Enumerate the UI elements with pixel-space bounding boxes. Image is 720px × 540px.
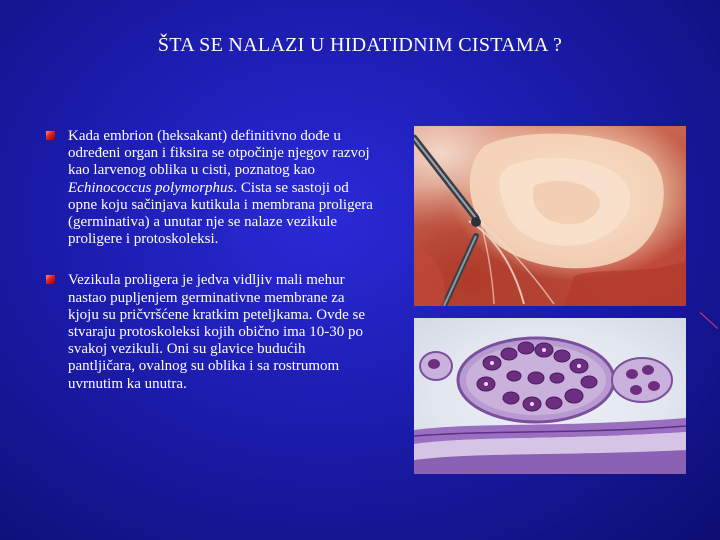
bullet-item — [46, 128, 376, 248]
bullet-text-italic: Echinococcus polymorphus — [68, 179, 234, 196]
bullet-text-part: Vezikula proligera je jedva vidljiv mali mehur nastao pupljenjem germinativne membrane za kjoju su pričvršćene kratkim peteljkama. Ovde se stvaraju protoskoleksi kojih obično ima 10-30 po svakoj vezikuli. Oni su glavice budućih pantljičara, ovalnog su oblika i sa rostrumom uvrnutim ka unutra. — [68, 272, 365, 392]
bullet-list — [46, 128, 376, 393]
brood-capsule-micrograph — [414, 318, 686, 474]
slide-title: ŠTA SE NALAZI U HIDATIDNIM CISTAMA ? — [157, 34, 563, 56]
bullet-text — [68, 272, 376, 392]
decorative-line — [700, 312, 719, 329]
bullet-item — [46, 272, 376, 392]
bullet-text-part: . Cista se sastoji od opne koju sačinjava kutikula i membrana proligera (germinativa) a unutar nje se nalaze vezikule proligere i protoskoleksi. — [68, 179, 373, 248]
cyst-photo-illustration — [414, 126, 686, 306]
bullet-marker — [46, 275, 55, 284]
bullet-marker — [46, 131, 55, 140]
bullet-text — [68, 128, 376, 248]
micrograph-illustration — [414, 318, 686, 474]
hydatid-cyst-photo — [414, 126, 686, 306]
bullet-text-part: Kada embrion (heksakant) definitivno dođe u određeni organ i fiksira se otpočinje njegov razvoj kao larvenog oblika u cisti, poznatog kao — [68, 128, 370, 179]
